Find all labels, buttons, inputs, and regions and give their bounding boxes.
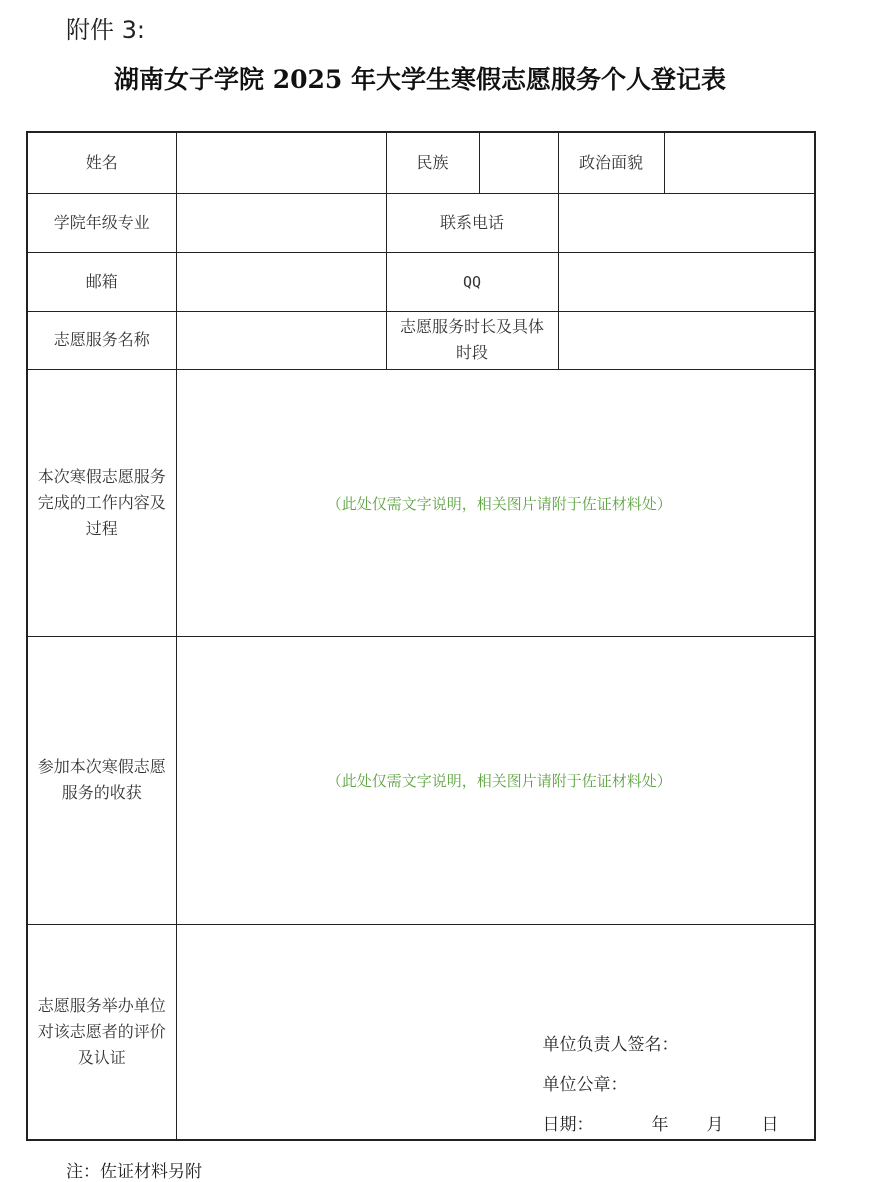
footnote: 注：佐证材料另附 xyxy=(66,1162,202,1182)
signature-block xyxy=(543,1029,779,1149)
work-content-label: 本次寒假志愿服务完成的工作内容及过程 xyxy=(27,369,176,636)
phone-label: 联系电话 xyxy=(386,193,558,252)
service-duration-field[interactable] xyxy=(558,311,815,369)
form-title: 湖南女子学院 2025 年大学生寒假志愿服务个人登记表 xyxy=(114,65,726,94)
political-status-label: 政治面貌 xyxy=(558,132,664,193)
email-field[interactable] xyxy=(176,252,386,311)
phone-field[interactable] xyxy=(558,193,815,252)
work-content-field[interactable] xyxy=(176,369,815,636)
seal-label: 单位公章： xyxy=(542,1074,628,1095)
harvest-label: 参加本次寒假志愿服务的收获 xyxy=(27,636,176,924)
qq-label: QQ xyxy=(386,252,558,311)
leader-signature-label: 单位负责人签名： xyxy=(542,1034,679,1055)
ethnicity-label: 民族 xyxy=(386,132,479,193)
date-line xyxy=(543,1109,779,1149)
harvest-field[interactable] xyxy=(176,636,815,924)
service-duration-label: 志愿服务时长及具体时段 xyxy=(386,311,558,369)
name-label: 姓名 xyxy=(27,132,176,193)
evaluation-label: 志愿服务举办单位对该志愿者的评价及认证 xyxy=(27,924,176,1140)
harvest-hint: （此处仅需文字说明，相关图片请附于佐证材料处） xyxy=(326,772,672,790)
evaluation-field[interactable] xyxy=(176,924,815,1140)
email-label: 邮箱 xyxy=(27,252,176,311)
college-grade-major-label: 学院年级专业 xyxy=(27,193,176,252)
seal-line xyxy=(543,1069,779,1109)
date-year-label: 年 xyxy=(651,1114,669,1135)
leader-signature-line xyxy=(543,1029,779,1069)
date-day-label: 日 xyxy=(761,1114,779,1135)
registration-form xyxy=(26,131,816,1141)
service-name-label: 志愿服务名称 xyxy=(27,311,176,369)
political-status-field[interactable] xyxy=(664,132,815,193)
work-content-hint: （此处仅需文字说明，相关图片请附于佐证材料处） xyxy=(326,494,672,513)
name-field[interactable] xyxy=(176,132,386,193)
service-name-field[interactable] xyxy=(176,311,386,369)
qq-field[interactable] xyxy=(558,252,815,311)
college-grade-major-field[interactable] xyxy=(176,193,386,252)
ethnicity-field[interactable] xyxy=(479,132,558,193)
date-month-label: 月 xyxy=(706,1114,724,1135)
date-label: 日期： xyxy=(542,1114,594,1135)
attachment-label: 附件 3: xyxy=(66,16,145,44)
